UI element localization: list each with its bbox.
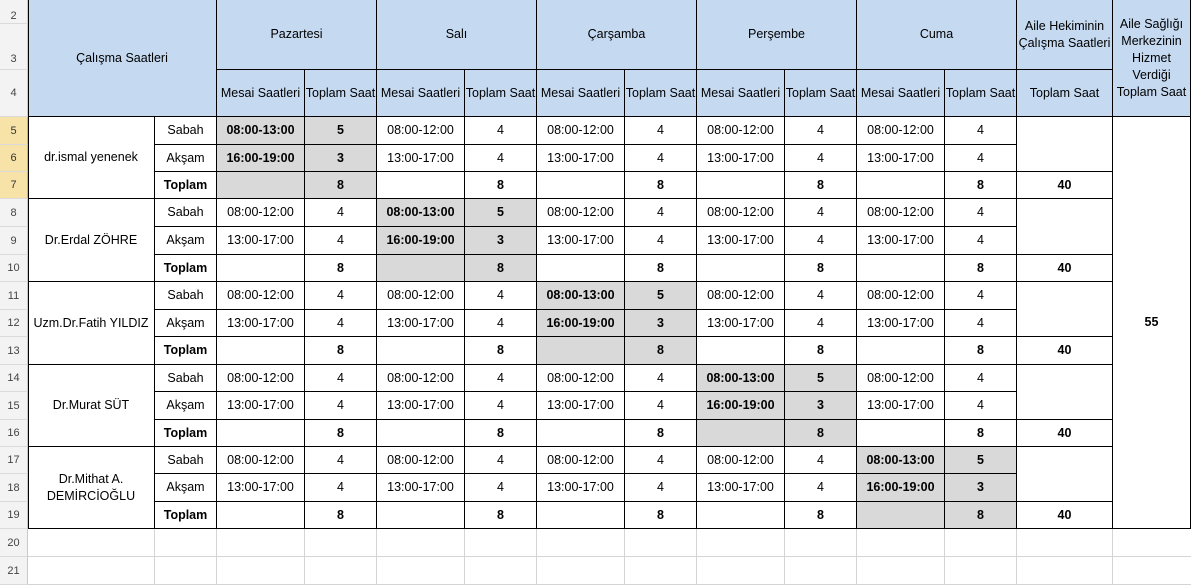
sabah-mesai-saatleri[interactable]: 08:00-12:00 <box>697 282 785 310</box>
shift-label-sabah[interactable]: Sabah <box>155 365 217 392</box>
hekim-empty-cell[interactable] <box>1017 365 1113 420</box>
shift-label-toplam[interactable]: Toplam <box>155 255 217 282</box>
gunluk-toplam-saat[interactable]: 8 <box>305 420 377 447</box>
doctor-name[interactable]: Dr.Murat SÜT <box>28 365 155 447</box>
hekim-empty-cell[interactable] <box>1017 199 1113 255</box>
header-toplam-saat[interactable]: Toplam Saat <box>625 70 697 117</box>
aksam-toplam-saat[interactable]: 3 <box>305 145 377 172</box>
header-toplam-saat[interactable]: Toplam Saat <box>465 70 537 117</box>
row-header[interactable]: 3 <box>0 24 28 70</box>
sabah-toplam-saat[interactable]: 4 <box>945 365 1017 392</box>
aksam-toplam-saat[interactable]: 4 <box>465 474 537 502</box>
sabah-toplam-saat[interactable]: 4 <box>945 199 1017 227</box>
aksam-mesai-saatleri[interactable]: 16:00-19:00 <box>377 227 465 255</box>
toplam-mesai-empty[interactable] <box>697 172 785 199</box>
gridline <box>1016 529 1017 585</box>
toplam-mesai-empty[interactable] <box>857 172 945 199</box>
aksam-mesai-saatleri[interactable]: 13:00-17:00 <box>537 474 625 502</box>
gunluk-toplam-saat[interactable]: 8 <box>465 420 537 447</box>
toplam-mesai-empty[interactable] <box>537 420 625 447</box>
toplam-mesai-empty[interactable] <box>217 420 305 447</box>
sabah-toplam-saat[interactable]: 4 <box>625 117 697 145</box>
gridline <box>376 529 377 585</box>
aksam-toplam-saat[interactable]: 4 <box>465 145 537 172</box>
aksam-toplam-saat[interactable]: 4 <box>305 310 377 337</box>
aksam-mesai-saatleri[interactable]: 13:00-17:00 <box>377 392 465 420</box>
aksam-toplam-saat[interactable]: 4 <box>945 227 1017 255</box>
sabah-toplam-saat[interactable]: 4 <box>785 199 857 227</box>
shift-label-toplam[interactable]: Toplam <box>155 502 217 529</box>
row-header[interactable]: 19 <box>0 502 28 529</box>
aksam-toplam-saat[interactable]: 4 <box>625 474 697 502</box>
toplam-mesai-empty[interactable] <box>697 255 785 282</box>
aksam-mesai-saatleri[interactable]: 13:00-17:00 <box>697 145 785 172</box>
header-calisma-saatleri[interactable]: Çalışma Saatleri <box>28 0 217 117</box>
aksam-mesai-saatleri[interactable]: 13:00-17:00 <box>217 227 305 255</box>
aksam-mesai-saatleri[interactable]: 13:00-17:00 <box>217 392 305 420</box>
haftalik-toplam-saat[interactable]: 40 <box>1017 255 1113 282</box>
sabah-mesai-saatleri[interactable]: 08:00-12:00 <box>857 199 945 227</box>
aksam-mesai-saatleri[interactable]: 13:00-17:00 <box>857 145 945 172</box>
row-header[interactable]: 13 <box>0 337 28 365</box>
sabah-toplam-saat[interactable]: 4 <box>625 199 697 227</box>
gridline <box>464 529 465 585</box>
header-day[interactable]: Perşembe <box>697 0 857 70</box>
sabah-mesai-saatleri[interactable]: 08:00-12:00 <box>537 365 625 392</box>
aksam-toplam-saat[interactable]: 4 <box>785 474 857 502</box>
gridline <box>154 529 155 585</box>
sabah-mesai-saatleri[interactable]: 08:00-13:00 <box>697 365 785 392</box>
gridline <box>784 529 785 585</box>
toplam-mesai-empty[interactable] <box>697 420 785 447</box>
sabah-toplam-saat[interactable]: 4 <box>305 447 377 474</box>
sabah-toplam-saat[interactable]: 4 <box>785 282 857 310</box>
aksam-toplam-saat[interactable]: 3 <box>465 227 537 255</box>
shift-label-aksam[interactable]: Akşam <box>155 227 217 255</box>
sabah-toplam-saat[interactable]: 4 <box>305 282 377 310</box>
shift-label-aksam[interactable]: Akşam <box>155 474 217 502</box>
sabah-mesai-saatleri[interactable]: 08:00-12:00 <box>697 447 785 474</box>
aksam-toplam-saat[interactable]: 4 <box>945 392 1017 420</box>
hekim-empty-cell[interactable] <box>1017 282 1113 337</box>
toplam-mesai-empty[interactable] <box>857 420 945 447</box>
haftalik-toplam-saat[interactable]: 40 <box>1017 172 1113 199</box>
aksam-toplam-saat[interactable]: 4 <box>625 145 697 172</box>
shift-label-toplam[interactable]: Toplam <box>155 420 217 447</box>
sabah-mesai-saatleri[interactable]: 08:00-12:00 <box>217 447 305 474</box>
sabah-mesai-saatleri[interactable]: 08:00-12:00 <box>857 365 945 392</box>
gunluk-toplam-saat[interactable]: 8 <box>465 255 537 282</box>
aksam-mesai-saatleri[interactable]: 13:00-17:00 <box>377 145 465 172</box>
gridline <box>1112 529 1113 585</box>
haftalik-toplam-saat[interactable]: 40 <box>1017 337 1113 365</box>
gridline <box>216 529 217 585</box>
shift-label-sabah[interactable]: Sabah <box>155 117 217 145</box>
header-day[interactable]: Pazartesi <box>217 0 377 70</box>
header-day[interactable]: Çarşamba <box>537 0 697 70</box>
sabah-mesai-saatleri[interactable]: 08:00-13:00 <box>537 282 625 310</box>
aksam-toplam-saat[interactable]: 4 <box>305 227 377 255</box>
sabah-mesai-saatleri[interactable]: 08:00-12:00 <box>537 447 625 474</box>
hekim-empty-cell[interactable] <box>1017 117 1113 172</box>
aksam-mesai-saatleri[interactable]: 13:00-17:00 <box>217 310 305 337</box>
aksam-mesai-saatleri[interactable]: 16:00-19:00 <box>217 145 305 172</box>
sabah-mesai-saatleri[interactable]: 08:00-12:00 <box>537 199 625 227</box>
toplam-mesai-empty[interactable] <box>377 337 465 365</box>
toplam-mesai-empty[interactable] <box>537 255 625 282</box>
aksam-mesai-saatleri[interactable]: 16:00-19:00 <box>857 474 945 502</box>
sabah-mesai-saatleri[interactable]: 08:00-12:00 <box>857 282 945 310</box>
header-hekim-calisma-saatleri[interactable]: Aile Hekiminin Çalışma Saatleri <box>1017 0 1113 70</box>
gridline <box>536 529 537 585</box>
row-header[interactable]: 18 <box>0 474 28 502</box>
gridline <box>696 529 697 585</box>
header-hekim-toplam-saat[interactable]: Toplam Saat <box>1017 70 1113 117</box>
row-header[interactable]: 12 <box>0 310 28 337</box>
sabah-mesai-saatleri[interactable]: 08:00-12:00 <box>537 117 625 145</box>
gunluk-toplam-saat[interactable]: 8 <box>785 502 857 529</box>
header-toplam-saat[interactable]: Toplam Saat <box>785 70 857 117</box>
aksam-toplam-saat[interactable]: 3 <box>625 310 697 337</box>
sabah-toplam-saat[interactable]: 4 <box>465 365 537 392</box>
gunluk-toplam-saat[interactable]: 8 <box>945 172 1017 199</box>
sabah-toplam-saat[interactable]: 4 <box>945 282 1017 310</box>
aksam-mesai-saatleri[interactable]: 13:00-17:00 <box>217 474 305 502</box>
aksam-mesai-saatleri[interactable]: 16:00-19:00 <box>537 310 625 337</box>
sabah-toplam-saat[interactable]: 5 <box>785 365 857 392</box>
sabah-mesai-saatleri[interactable]: 08:00-13:00 <box>217 117 305 145</box>
doctor-name[interactable]: Uzm.Dr.Fatih YILDIZ <box>28 282 155 365</box>
toplam-mesai-empty[interactable] <box>857 255 945 282</box>
gunluk-toplam-saat[interactable]: 8 <box>305 502 377 529</box>
aksam-toplam-saat[interactable]: 4 <box>625 227 697 255</box>
header-toplam-saat[interactable]: Toplam Saat <box>945 70 1017 117</box>
toplam-mesai-empty[interactable] <box>537 337 625 365</box>
sabah-mesai-saatleri[interactable]: 08:00-12:00 <box>217 282 305 310</box>
aksam-mesai-saatleri[interactable]: 13:00-17:00 <box>377 310 465 337</box>
aksam-mesai-saatleri[interactable]: 13:00-17:00 <box>537 227 625 255</box>
gridline <box>624 529 625 585</box>
gunluk-toplam-saat[interactable]: 8 <box>945 255 1017 282</box>
sabah-mesai-saatleri[interactable]: 08:00-12:00 <box>377 447 465 474</box>
aksam-toplam-saat[interactable]: 4 <box>945 145 1017 172</box>
header-merkez-toplam-saat[interactable]: Aile Sağlığı Merkezinin Hizmet Verdiği Toplam Saat <box>1113 0 1191 117</box>
toplam-mesai-empty[interactable] <box>697 502 785 529</box>
sabah-toplam-saat[interactable]: 4 <box>785 117 857 145</box>
gridline <box>304 529 305 585</box>
aksam-toplam-saat[interactable]: 4 <box>305 474 377 502</box>
row-header[interactable]: 17 <box>0 447 28 474</box>
header-mesai-saatleri[interactable]: Mesai Saatleri <box>217 70 305 117</box>
sabah-mesai-saatleri[interactable]: 08:00-12:00 <box>217 199 305 227</box>
row-header[interactable]: 4 <box>0 70 28 117</box>
header-day[interactable]: Cuma <box>857 0 1017 70</box>
toplam-mesai-empty[interactable] <box>217 337 305 365</box>
row-header[interactable]: 14 <box>0 365 28 392</box>
toplam-mesai-empty[interactable] <box>217 502 305 529</box>
gunluk-toplam-saat[interactable]: 8 <box>465 172 537 199</box>
toplam-mesai-empty[interactable] <box>377 502 465 529</box>
shift-label-aksam[interactable]: Akşam <box>155 392 217 420</box>
aksam-toplam-saat[interactable]: 4 <box>945 310 1017 337</box>
header-mesai-saatleri[interactable]: Mesai Saatleri <box>697 70 785 117</box>
doctor-name[interactable]: Dr.Mithat A. DEMİRCİOĞLU <box>28 447 155 529</box>
gunluk-toplam-saat[interactable]: 8 <box>785 337 857 365</box>
sabah-mesai-saatleri[interactable]: 08:00-12:00 <box>697 199 785 227</box>
shift-label-sabah[interactable]: Sabah <box>155 447 217 474</box>
toplam-mesai-empty[interactable] <box>377 255 465 282</box>
row-header[interactable]: 21 <box>0 557 28 585</box>
toplam-mesai-empty[interactable] <box>537 502 625 529</box>
aksam-mesai-saatleri[interactable]: 13:00-17:00 <box>697 474 785 502</box>
aksam-mesai-saatleri[interactable]: 13:00-17:00 <box>857 227 945 255</box>
sabah-mesai-saatleri[interactable]: 08:00-12:00 <box>377 365 465 392</box>
sabah-mesai-saatleri[interactable]: 08:00-12:00 <box>377 117 465 145</box>
gunluk-toplam-saat[interactable]: 8 <box>785 255 857 282</box>
aksam-mesai-saatleri[interactable]: 13:00-17:00 <box>537 145 625 172</box>
sabah-mesai-saatleri[interactable]: 08:00-13:00 <box>377 199 465 227</box>
header-mesai-saatleri[interactable]: Mesai Saatleri <box>857 70 945 117</box>
gunluk-toplam-saat[interactable]: 8 <box>305 337 377 365</box>
aksam-toplam-saat[interactable]: 4 <box>465 310 537 337</box>
row-header[interactable]: 20 <box>0 529 28 557</box>
gunluk-toplam-saat[interactable]: 8 <box>625 420 697 447</box>
gunluk-toplam-saat[interactable]: 8 <box>465 337 537 365</box>
sabah-toplam-saat[interactable]: 5 <box>465 199 537 227</box>
row-header[interactable]: 16 <box>0 420 28 447</box>
aksam-toplam-saat[interactable]: 4 <box>785 145 857 172</box>
gridline <box>856 529 857 585</box>
shift-label-aksam[interactable]: Akşam <box>155 145 217 172</box>
doctor-name[interactable]: dr.ismal yenenek <box>28 117 155 199</box>
haftalik-toplam-saat[interactable]: 40 <box>1017 420 1113 447</box>
sabah-toplam-saat[interactable]: 5 <box>945 447 1017 474</box>
header-mesai-saatleri[interactable]: Mesai Saatleri <box>377 70 465 117</box>
sabah-toplam-saat[interactable]: 4 <box>785 447 857 474</box>
gunluk-toplam-saat[interactable]: 8 <box>945 502 1017 529</box>
sabah-toplam-saat[interactable]: 4 <box>945 117 1017 145</box>
shift-label-sabah[interactable]: Sabah <box>155 199 217 227</box>
gunluk-toplam-saat[interactable]: 8 <box>305 255 377 282</box>
row-header[interactable]: 11 <box>0 282 28 310</box>
aksam-toplam-saat[interactable]: 3 <box>785 392 857 420</box>
gunluk-toplam-saat[interactable]: 8 <box>625 172 697 199</box>
gunluk-toplam-saat[interactable]: 8 <box>785 420 857 447</box>
sabah-toplam-saat[interactable]: 5 <box>305 117 377 145</box>
gunluk-toplam-saat[interactable]: 8 <box>625 255 697 282</box>
gunluk-toplam-saat[interactable]: 8 <box>945 420 1017 447</box>
row-header[interactable]: 6 <box>0 145 28 172</box>
toplam-mesai-empty[interactable] <box>217 255 305 282</box>
sabah-toplam-saat[interactable]: 4 <box>465 117 537 145</box>
gunluk-toplam-saat[interactable]: 8 <box>625 337 697 365</box>
aksam-toplam-saat[interactable]: 4 <box>785 227 857 255</box>
aksam-mesai-saatleri[interactable]: 13:00-17:00 <box>697 310 785 337</box>
toplam-mesai-empty[interactable] <box>217 172 305 199</box>
aksam-toplam-saat[interactable]: 4 <box>465 392 537 420</box>
toplam-mesai-empty[interactable] <box>537 172 625 199</box>
shift-label-toplam[interactable]: Toplam <box>155 172 217 199</box>
aksam-mesai-saatleri[interactable]: 13:00-17:00 <box>537 392 625 420</box>
aksam-mesai-saatleri[interactable]: 13:00-17:00 <box>377 474 465 502</box>
sabah-toplam-saat[interactable]: 4 <box>625 365 697 392</box>
row-header[interactable]: 9 <box>0 227 28 255</box>
toplam-mesai-empty[interactable] <box>377 420 465 447</box>
header-mesai-saatleri[interactable]: Mesai Saatleri <box>537 70 625 117</box>
gunluk-toplam-saat[interactable]: 8 <box>305 172 377 199</box>
gridline <box>944 529 945 585</box>
sabah-toplam-saat[interactable]: 5 <box>625 282 697 310</box>
aksam-toplam-saat[interactable]: 4 <box>305 392 377 420</box>
gunluk-toplam-saat[interactable]: 8 <box>625 502 697 529</box>
aksam-mesai-saatleri[interactable]: 13:00-17:00 <box>857 310 945 337</box>
gunluk-toplam-saat[interactable]: 8 <box>465 502 537 529</box>
gunluk-toplam-saat[interactable]: 8 <box>785 172 857 199</box>
row-header[interactable]: 7 <box>0 172 28 199</box>
toplam-mesai-empty[interactable] <box>857 502 945 529</box>
sabah-toplam-saat[interactable]: 4 <box>465 447 537 474</box>
sabah-mesai-saatleri[interactable]: 08:00-12:00 <box>377 282 465 310</box>
sabah-mesai-saatleri[interactable]: 08:00-12:00 <box>217 365 305 392</box>
doctor-name[interactable]: Dr.Erdal ZÖHRE <box>28 199 155 282</box>
toplam-mesai-empty[interactable] <box>857 337 945 365</box>
gunluk-toplam-saat[interactable]: 8 <box>945 337 1017 365</box>
header-toplam-saat[interactable]: Toplam Saat <box>305 70 377 117</box>
row-header[interactable]: 5 <box>0 117 28 145</box>
shift-label-aksam[interactable]: Akşam <box>155 310 217 337</box>
shift-label-toplam[interactable]: Toplam <box>155 337 217 365</box>
sabah-mesai-saatleri[interactable]: 08:00-12:00 <box>857 117 945 145</box>
toplam-mesai-empty[interactable] <box>697 337 785 365</box>
row-header[interactable]: 10 <box>0 255 28 282</box>
aksam-mesai-saatleri[interactable]: 13:00-17:00 <box>697 227 785 255</box>
sabah-toplam-saat[interactable]: 4 <box>305 199 377 227</box>
aksam-toplam-saat[interactable]: 3 <box>945 474 1017 502</box>
row-header[interactable]: 15 <box>0 392 28 420</box>
hekim-empty-cell[interactable] <box>1017 447 1113 502</box>
sabah-toplam-saat[interactable]: 4 <box>305 365 377 392</box>
table-left-border <box>28 0 29 529</box>
sabah-toplam-saat[interactable]: 4 <box>465 282 537 310</box>
aksam-mesai-saatleri[interactable]: 13:00-17:00 <box>857 392 945 420</box>
shift-label-sabah[interactable]: Sabah <box>155 282 217 310</box>
aksam-toplam-saat[interactable]: 4 <box>785 310 857 337</box>
row-header[interactable]: 2 <box>0 0 28 24</box>
aksam-mesai-saatleri[interactable]: 16:00-19:00 <box>697 392 785 420</box>
header-day[interactable]: Salı <box>377 0 537 70</box>
haftalik-toplam-saat[interactable]: 40 <box>1017 502 1113 529</box>
toplam-mesai-empty[interactable] <box>377 172 465 199</box>
sabah-mesai-saatleri[interactable]: 08:00-12:00 <box>697 117 785 145</box>
aksam-toplam-saat[interactable]: 4 <box>625 392 697 420</box>
sabah-mesai-saatleri[interactable]: 08:00-13:00 <box>857 447 945 474</box>
sabah-toplam-saat[interactable]: 4 <box>625 447 697 474</box>
row-header[interactable]: 8 <box>0 199 28 227</box>
merkez-toplam-saat[interactable]: 55 <box>1113 117 1191 529</box>
